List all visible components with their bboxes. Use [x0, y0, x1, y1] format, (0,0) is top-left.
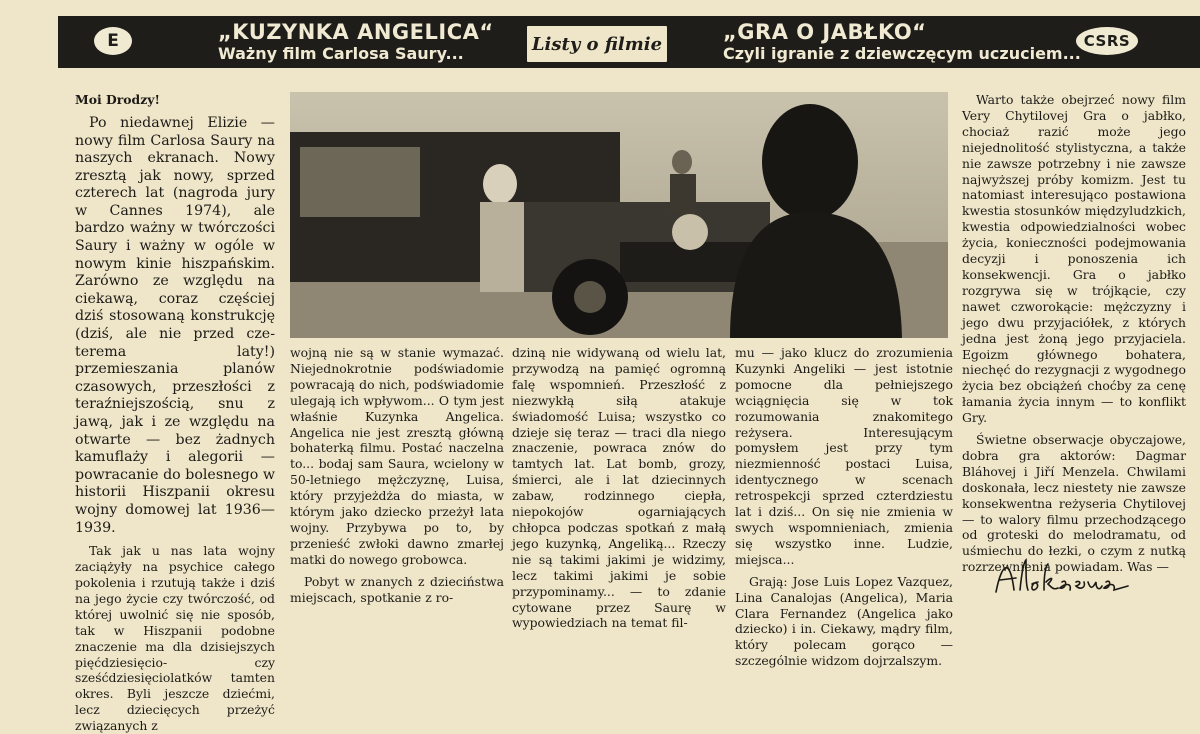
right-film-title: „GRA O JABŁKO“	[723, 20, 927, 44]
paragraph: Pobyt w znanych z dzieciństwa miejscach, spotkanie z ro-	[290, 573, 504, 605]
right-film-subtitle: Czyli igranie z dziewczęcym uczuciem...	[723, 44, 1081, 63]
article-column-4	[735, 345, 953, 669]
photo-illustration	[290, 92, 948, 338]
paragraph: Tak jak u nas lata wojny zaciążyły na psychice całego pokolenia i rzutują także i dziś na jego życie czy twórczość, od której uwolnić się nie sposób, tak w Hiszpanii podobne znaczenie ma dla dzisiejszych pięćdziesięcio- czy sześćdziesięciolatków tamten okres. Byli jeszcze dziećmi, lecz dziecięcych przeżyć związanych z	[75, 543, 275, 734]
left-film-subtitle: Ważny film Carlosa Saury...	[218, 44, 464, 63]
article-column-2	[290, 345, 504, 606]
paragraph: wojną nie są w stanie wymazać. Niejednokrotnie podświadomie powracają do nich, podświadomie ulegają ich wpływom... O tym jest właśnie Kuzynka Angelica. Angelica nie jest zresztą główną bohaterką filmu. Postać naczelna to... bodaj sam Saura, wcielony w 50-letniego mężczyznę, Luisa, który przyjeżdża do miasta, w którym jako dziecko przeżył lata wojny. Przybywa po to, by przenieść zwłoki dawno zmarłej matki do nowego grobowca.	[290, 345, 504, 567]
section-badge-right: CSRS	[1076, 27, 1138, 55]
paragraph-intro: Po niedawnej Elizie — nowy film Carlosa Saury na naszych ekranach. Nowy zresztą jak nowy, sprzed czterech lat (nagroda jury w Cannes 1974), ale bardzo ważny w twórczości Saury i ważny w ogóle w nowym kinie hiszpańskim. Zarówno ze względu na ciekawą, coraz częściej dziś stosowaną konstrukcję (dziś, ale nie przed czeterema laty!) przemieszania planów czasowych, przeszłości z teraźniejszością, snu z jawą, jak i ze względu na otwarte — bez żadnych kamuflaży i alegorii — powracanie do bolesnego w historii Hiszpanii okresu wojny domowej lat 1936—1939.	[75, 114, 275, 536]
article-column-3	[512, 345, 726, 631]
film-still-photo	[290, 92, 948, 338]
article-column-1	[75, 92, 275, 734]
paragraph: dziną nie widywaną od wielu lat, przywodzą na pamięć ogromną falę wspomnień. Przeszłość z niezwykłą siłą atakuje świadomość Luisa; wszystko co dzieje się teraz — traci dla niego znaczenie, powraca znów do tamtych lat. Lat bomb, grozy, śmierci, ale i lat dziecinnych zabaw, rodzinnego ciepła, niepokojów ogarniających chłopca podczas spotkań z małą jego kuzynką, Angeliką... Rzeczy nie są takimi jakimi je widzimy, lecz takimi jakimi je sobie przypominamy... — to zdanie cytowane przez Saurę w wypowiedziach na temat fil-	[512, 345, 726, 631]
signature	[992, 552, 1132, 600]
signature-handwriting	[992, 552, 1132, 600]
credits-paragraph: Grają: Jose Luis Lopez Vazquez, Lina Canalojas (Angelica), Maria Clara Fernandez (Angelica jako dziecko) i in. Ciekawy, mądry film, który polecam gorąco — szczególnie widzom dojrzalszym.	[735, 573, 953, 669]
paragraph: Świetne obserwacje obyczajowe, dobra gra aktorów: Dagmar Bláhovej i Jiří Menzela. Chwilami doskonała, lecz niestety nie zawsze konsekwentna reżyseria Chytilovej — to walory filmu przechodzącego od groteski do melodramatu, od uśmiechu do łezki, o czym z nutką rozrzewnienia powiadam. Was —	[962, 432, 1186, 575]
paragraph: Warto także obejrzeć nowy film Very Chytilovej Gra o jabłko, chociaż razić może jego niejednolitość stylistyczna, a także nie zawsze potrzebny i nie zawsze najwyższej próby komizm. Jest tu natomiast interesująco postawiona kwestia stosunków międzyludzkich, kwestia odpowiedzialności wobec życia, konieczności podejmowania decyzji i ponoszenia ich konsekwencji. Gra o jabłko rozgrywa się w trójkącie, czy nawet czworokącie: mężczyzny i jego dwu przyjaciółek, z których jedna jest żoną jego przyjaciela. Egoizm głównego bohatera, niechęć do rezygnacji z wygodnego życia bez obciążeń choćby za cenę łamania życia innym — to konflikt Gry.	[962, 92, 1186, 426]
paragraph: mu — jako klucz do zrozumienia Kuzynki Angeliki — jest istotnie pomocne dla pełniejszego wciągnięcia się w tok rozumowania znakomitego reżysera. Interesującym pomysłem jest przy tym niezmienność postaci Luisa, identycznego w scenach retrospekcji sprzed czterdziestu lat i dziś... On się nie zmienia w swych wspomnieniach, zmienia się wszystko inne. Ludzie, miejsca...	[735, 345, 953, 567]
section-label: Listy o filmie	[525, 24, 669, 64]
left-film-title: „KUZYNKA ANGELICA“	[218, 20, 494, 44]
header-banner	[58, 16, 1200, 68]
article-column-5	[962, 92, 1186, 575]
section-badge-left: E	[94, 27, 132, 55]
salutation: Moi Drodzy!	[75, 92, 160, 107]
